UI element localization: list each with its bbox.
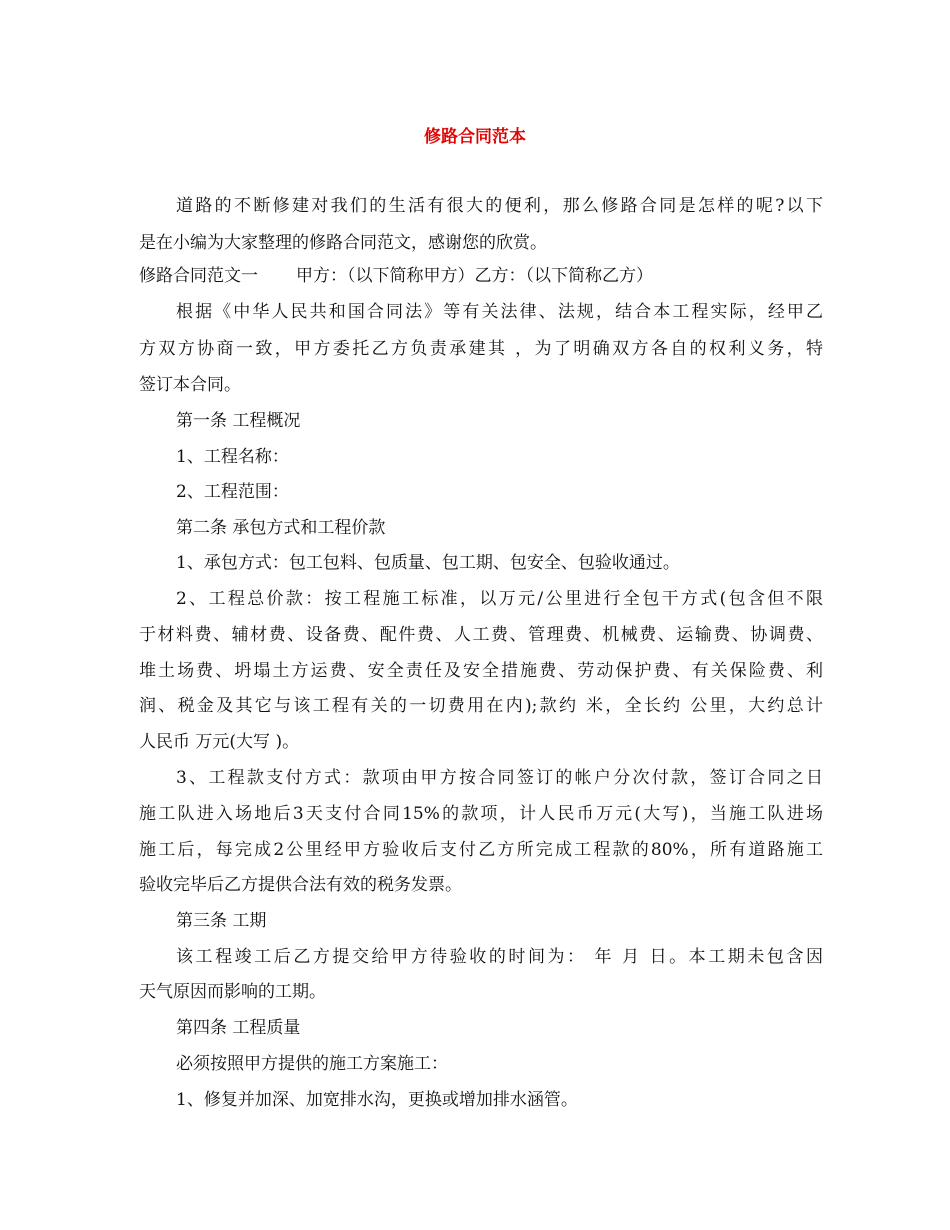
paragraph-line: 堆土场费、坍塌土方运费、安全责任及安全措施费、劳动保护费、有关保险费、利 <box>139 661 823 681</box>
paragraph-line: 施工队进入场地后3天支付合同15%的款项，计人民币万元(大写)，当施工队进场 <box>139 804 823 824</box>
paragraph-line: 是在小编为大家整理的修路合同范文，感谢您的欣赏。 <box>139 233 547 253</box>
paragraph-line: 必须按照甲方提供的施工方案施工： <box>176 1054 448 1074</box>
article-heading: 第三条 工期 <box>176 911 267 931</box>
section-heading: 修路合同范文一 <box>139 266 258 286</box>
article-heading: 第四条 工程质量 <box>176 1018 301 1038</box>
paragraph-line: 2、工程总价款：按工程施工标准，以万元/公里进行全包干方式(包含但不限 <box>176 589 823 609</box>
paragraph-line: 1、工程名称： <box>176 447 289 467</box>
paragraph-line: 3、工程款支付方式：款项由甲方按合同签订的帐户分次付款，签订合同之日 <box>176 768 823 788</box>
parties-line: 甲方：（以下简称甲方）乙方：（以下简称乙方） <box>296 266 653 286</box>
paragraph-line: 施工后，每完成2公里经甲方验收后支付乙方所完成工程款的80%，所有道路施工 <box>139 840 823 860</box>
document-title: 修路合同范本 <box>424 127 526 147</box>
paragraph-line: 1、修复并加深、加宽排水沟，更换或增加排水涵管。 <box>176 1090 578 1110</box>
paragraph-line: 签订本合同。 <box>139 375 241 395</box>
article-heading: 第二条 承包方式和工程价款 <box>176 518 386 538</box>
paragraph-line: 验收完毕后乙方提供合法有效的税务发票。 <box>139 875 462 895</box>
paragraph-line: 于材料费、辅材费、设备费、配件费、人工费、管理费、机械费、运输费、协调费、 <box>139 625 823 645</box>
paragraph-line: 方双方协商一致，甲方委托乙方负责承建其 ，为了明确双方各自的权利义务，特 <box>139 339 823 359</box>
paragraph-line: 该工程竣工后乙方提交给甲方待验收的时间为： 年 月 日。本工期未包含因 <box>176 947 823 967</box>
paragraph-line: 天气原因而影响的工期。 <box>139 982 326 1002</box>
paragraph-line: 人民币 万元(大写 )。 <box>139 732 300 752</box>
article-heading: 第一条 工程概况 <box>176 411 301 431</box>
paragraph-line: 1、承包方式：包工包料、包质量、包工期、包安全、包验收通过。 <box>176 553 680 573</box>
paragraph-line: 道路的不断修建对我们的生活有很大的便利，那么修路合同是怎样的呢?以下 <box>176 196 823 216</box>
paragraph-line: 2、工程范围： <box>176 482 289 502</box>
paragraph-line: 润、税金及其它与该工程有关的一切费用在内);款约 米，全长约 公里，大约总计 <box>139 696 823 716</box>
section-heading-line <box>139 265 653 287</box>
paragraph-line: 根据《中华人民共和国合同法》等有关法律、法规，结合本工程实际，经甲乙 <box>176 302 823 322</box>
